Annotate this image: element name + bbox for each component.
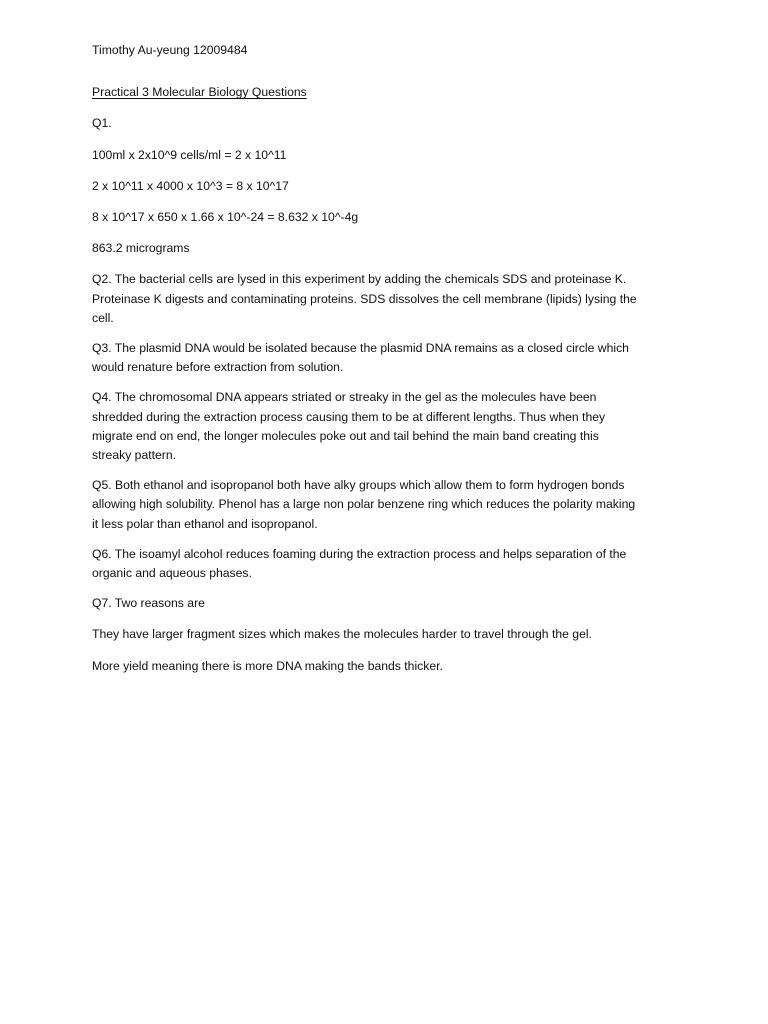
q4-line: streaky pattern. bbox=[92, 448, 176, 463]
q6-line: Q6. The isoamyl alcohol reduces foaming during the extraction process and helps separation of the bbox=[92, 546, 627, 561]
q4-answer bbox=[92, 388, 688, 465]
q4-line: migrate end on end, the longer molecules poke out and tail behind the main band creating this bbox=[92, 428, 599, 443]
q2-line: Q2. The bacterial cells are lysed in this experiment by adding the chemicals SDS and proteinase K. bbox=[92, 272, 627, 287]
q2-answer bbox=[92, 270, 688, 328]
q3-answer bbox=[92, 339, 688, 377]
q4-line: shredded during the extraction process causing them to be at different lengths. Thus when they bbox=[92, 409, 606, 424]
q7-reason-2: More yield meaning there is more DNA making the bands thicker. bbox=[92, 658, 443, 673]
q3-line: would renature before extraction from solution. bbox=[92, 360, 344, 375]
q6-answer bbox=[92, 545, 688, 583]
q4-line: Q4. The chromosomal DNA appears striated or streaky in the gel as the molecules have been bbox=[92, 390, 597, 405]
q2-line: cell. bbox=[92, 310, 114, 325]
q1-label: Q1. bbox=[92, 116, 112, 131]
q1-calculation-2: 2 x 10^11 x 4000 x 10^3 = 8 x 10^17 bbox=[92, 178, 289, 193]
q1-result: 863.2 micrograms bbox=[92, 241, 190, 256]
author-line: Timothy Au-yeung 12009484 bbox=[92, 43, 248, 57]
q2-line: Proteinase K digests and contaminating proteins. SDS dissolves the cell membrane (lipids) lysing the bbox=[92, 291, 637, 306]
q3-line: Q3. The plasmid DNA would be isolated because the plasmid DNA remains as a closed circle which bbox=[92, 341, 629, 356]
document-title: Practical 3 Molecular Biology Questions bbox=[92, 85, 307, 100]
q1-calculation-3: 8 x 10^17 x 650 x 1.66 x 10^-24 = 8.632 x 10^-4g bbox=[92, 210, 359, 225]
q5-answer bbox=[92, 476, 688, 534]
q5-line: allowing high solubility. Phenol has a large non polar benzene ring which reduces the polarity making bbox=[92, 497, 636, 512]
q7-reason-1: They have larger fragment sizes which makes the molecules harder to travel through the gel. bbox=[92, 627, 592, 642]
q1-calculation-1: 100ml x 2x10^9 cells/ml = 2 x 10^11 bbox=[92, 147, 287, 162]
q7-label: Q7. Two reasons are bbox=[92, 596, 205, 611]
q6-line: organic and aqueous phases. bbox=[92, 566, 252, 581]
q5-line: Q5. Both ethanol and isopropanol both have alky groups which allow them to form hydrogen bonds bbox=[92, 478, 625, 493]
q5-line: it less polar than ethanol and isopropanol. bbox=[92, 516, 318, 531]
